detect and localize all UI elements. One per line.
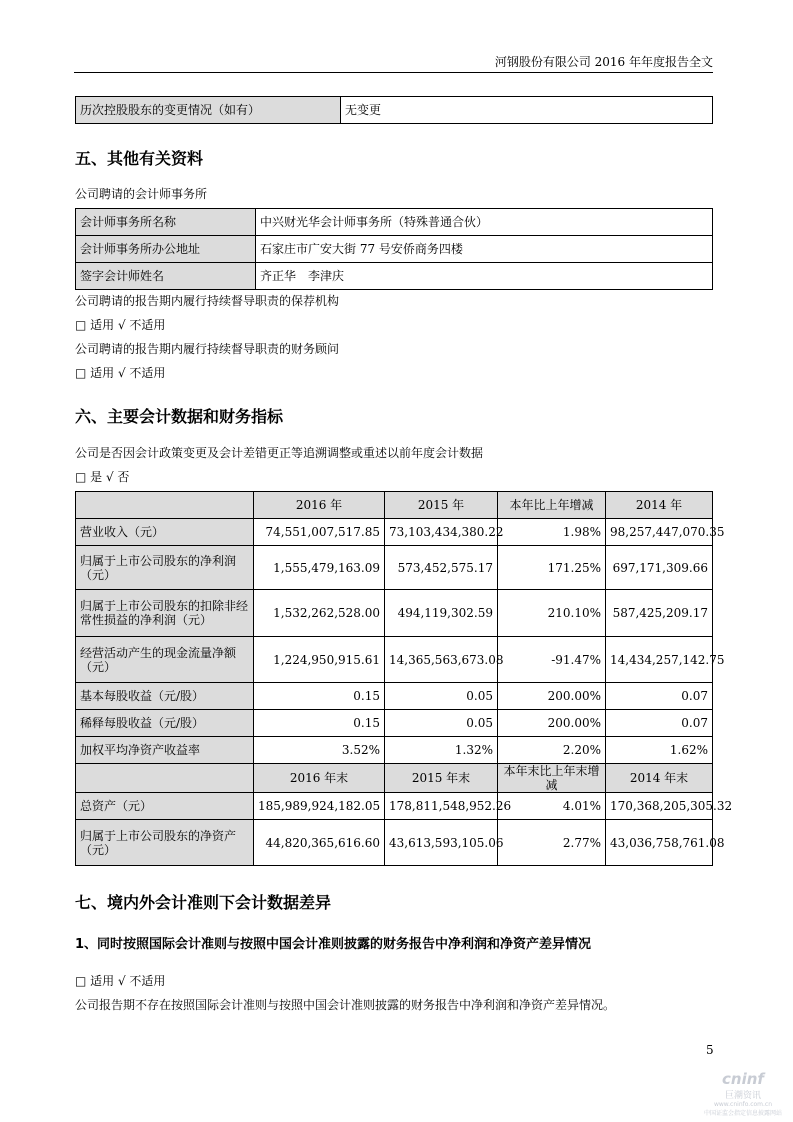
page-header: 河钢股份有限公司 2016 年年度报告全文 bbox=[74, 52, 713, 73]
table-row bbox=[76, 519, 713, 546]
logo-site: www.cninfo.com.cn bbox=[713, 1101, 773, 1108]
table-row bbox=[76, 737, 713, 764]
controller-change-table bbox=[75, 96, 713, 124]
section7-text: 公司报告期不存在按照国际会计准则与按照中国会计准则披露的财务报告中净利润和净资产差异情况。 bbox=[75, 998, 616, 1012]
cell-2016: 1,224,950,915.61 bbox=[254, 637, 385, 683]
firm-name-label: 会计师事务所名称 bbox=[76, 209, 256, 236]
cell-2014: 98,257,447,070.35 bbox=[606, 519, 713, 546]
accounting-firm-table bbox=[75, 208, 713, 290]
row-label: 稀释每股收益（元/股） bbox=[76, 710, 254, 737]
cell-2014: 697,171,309.66 bbox=[606, 546, 713, 590]
header2-change: 本年末比上年末增减 bbox=[498, 764, 606, 793]
cell-2014: 1.62% bbox=[606, 737, 713, 764]
accounting-firm-intro: 公司聘请的会计师事务所 bbox=[75, 187, 208, 201]
cell-2015: 573,452,575.17 bbox=[385, 546, 498, 590]
table-row bbox=[76, 710, 713, 737]
sponsor-text: 公司聘请的报告期内履行持续督导职责的保荐机构 bbox=[75, 294, 340, 308]
accountant-names-label: 签字会计师姓名 bbox=[76, 263, 256, 290]
row-label: 总资产（元） bbox=[76, 793, 254, 820]
page-number: 5 bbox=[706, 1043, 714, 1057]
cell-2016: 1,532,262,528.00 bbox=[254, 590, 385, 637]
header2-2014: 2014 年末 bbox=[606, 764, 713, 793]
header2-blank bbox=[76, 764, 254, 793]
cell-2015: 1.32% bbox=[385, 737, 498, 764]
cell-change: 4.01% bbox=[498, 793, 606, 820]
cell-change: 2.20% bbox=[498, 737, 606, 764]
section7-check: □ 适用 √ 不适用 bbox=[75, 974, 166, 988]
cell-2014: 587,425,209.17 bbox=[606, 590, 713, 637]
restatement-question: 公司是否因会计政策变更及会计差错更正等追溯调整或重述以前年度会计数据 bbox=[75, 446, 484, 460]
header2-2015: 2015 年末 bbox=[385, 764, 498, 793]
controller-change-value: 无变更 bbox=[341, 97, 713, 124]
logo-tagline: 中国证监会指定信息披露网站 bbox=[704, 1110, 783, 1117]
sponsor-check: □ 适用 √ 不适用 bbox=[75, 318, 166, 332]
advisor-check: □ 适用 √ 不适用 bbox=[75, 366, 166, 380]
cell-2014: 170,368,205,305.32 bbox=[606, 793, 713, 820]
cell-2014: 43,036,758,761.08 bbox=[606, 820, 713, 866]
row-label: 加权平均净资产收益率 bbox=[76, 737, 254, 764]
cell-2014: 0.07 bbox=[606, 710, 713, 737]
row-label: 基本每股收益（元/股） bbox=[76, 683, 254, 710]
cell-2016: 0.15 bbox=[254, 710, 385, 737]
section7-title: 七、境内外会计准则下会计数据差异 bbox=[75, 893, 332, 912]
section5-title: 五、其他有关资料 bbox=[75, 149, 204, 168]
logo-brand: cninf bbox=[722, 1070, 764, 1088]
cell-change: 200.00% bbox=[498, 683, 606, 710]
table-row bbox=[76, 590, 713, 637]
cell-2016: 185,989,924,182.05 bbox=[254, 793, 385, 820]
header-change: 本年比上年增减 bbox=[498, 492, 606, 519]
cell-2015: 494,119,302.59 bbox=[385, 590, 498, 637]
advisor-text: 公司聘请的报告期内履行持续督导职责的财务顾问 bbox=[75, 342, 340, 356]
cell-2016: 74,551,007,517.85 bbox=[254, 519, 385, 546]
cell-change: 171.25% bbox=[498, 546, 606, 590]
cell-change: 2.77% bbox=[498, 820, 606, 866]
cell-2014: 14,434,257,142.75 bbox=[606, 637, 713, 683]
cell-change: 200.00% bbox=[498, 710, 606, 737]
firm-name-value: 中兴财光华会计师事务所（特殊普通合伙） bbox=[256, 209, 713, 236]
row-label: 归属于上市公司股东的净资产（元） bbox=[76, 820, 254, 866]
firm-address-value: 石家庄市广安大街 77 号安侨商务四楼 bbox=[256, 236, 713, 263]
controller-change-label: 历次控股股东的变更情况（如有） bbox=[76, 97, 341, 124]
cell-change: 1.98% bbox=[498, 519, 606, 546]
table-row bbox=[76, 683, 713, 710]
table-row bbox=[76, 546, 713, 590]
financial-indicators-table bbox=[75, 491, 733, 866]
cell-2016: 44,820,365,616.60 bbox=[254, 820, 385, 866]
cell-change: -91.47% bbox=[498, 637, 606, 683]
table-row bbox=[76, 820, 713, 866]
cell-2014: 0.07 bbox=[606, 683, 713, 710]
cell-2015: 0.05 bbox=[385, 683, 498, 710]
cell-2015: 43,613,593,105.06 bbox=[385, 820, 498, 866]
header2-2016: 2016 年末 bbox=[254, 764, 385, 793]
row-label: 营业收入（元） bbox=[76, 519, 254, 546]
cell-2015: 73,103,434,380.22 bbox=[385, 519, 498, 546]
table-row bbox=[76, 637, 713, 683]
firm-address-label: 会计师事务所办公地址 bbox=[76, 236, 256, 263]
cell-2016: 1,555,479,163.09 bbox=[254, 546, 385, 590]
section6-title: 六、主要会计数据和财务指标 bbox=[75, 407, 284, 426]
cell-change: 210.10% bbox=[498, 590, 606, 637]
header-2014: 2014 年 bbox=[606, 492, 713, 519]
cell-2015: 178,811,548,952.26 bbox=[385, 793, 498, 820]
header-2016: 2016 年 bbox=[254, 492, 385, 519]
row-label: 归属于上市公司股东的扣除非经常性损益的净利润（元） bbox=[76, 590, 254, 637]
section7-sub1: 1、同时按照国际会计准则与按照中国会计准则披露的财务报告中净利润和净资产差异情况 bbox=[75, 937, 592, 952]
restatement-check: □ 是 √ 否 bbox=[75, 470, 130, 484]
header-2015: 2015 年 bbox=[385, 492, 498, 519]
cninf-logo bbox=[704, 1070, 782, 1115]
header-blank bbox=[76, 492, 254, 519]
accountant-names-value: 齐正华 李津庆 bbox=[256, 263, 713, 290]
row-label: 归属于上市公司股东的净利润（元） bbox=[76, 546, 254, 590]
row-label: 经营活动产生的现金流量净额（元） bbox=[76, 637, 254, 683]
table-row bbox=[76, 793, 713, 820]
cell-2015: 14,365,563,673.08 bbox=[385, 637, 498, 683]
logo-cn: 巨潮资讯 bbox=[724, 1091, 761, 1101]
cell-2015: 0.05 bbox=[385, 710, 498, 737]
cell-2016: 3.52% bbox=[254, 737, 385, 764]
cell-2016: 0.15 bbox=[254, 683, 385, 710]
